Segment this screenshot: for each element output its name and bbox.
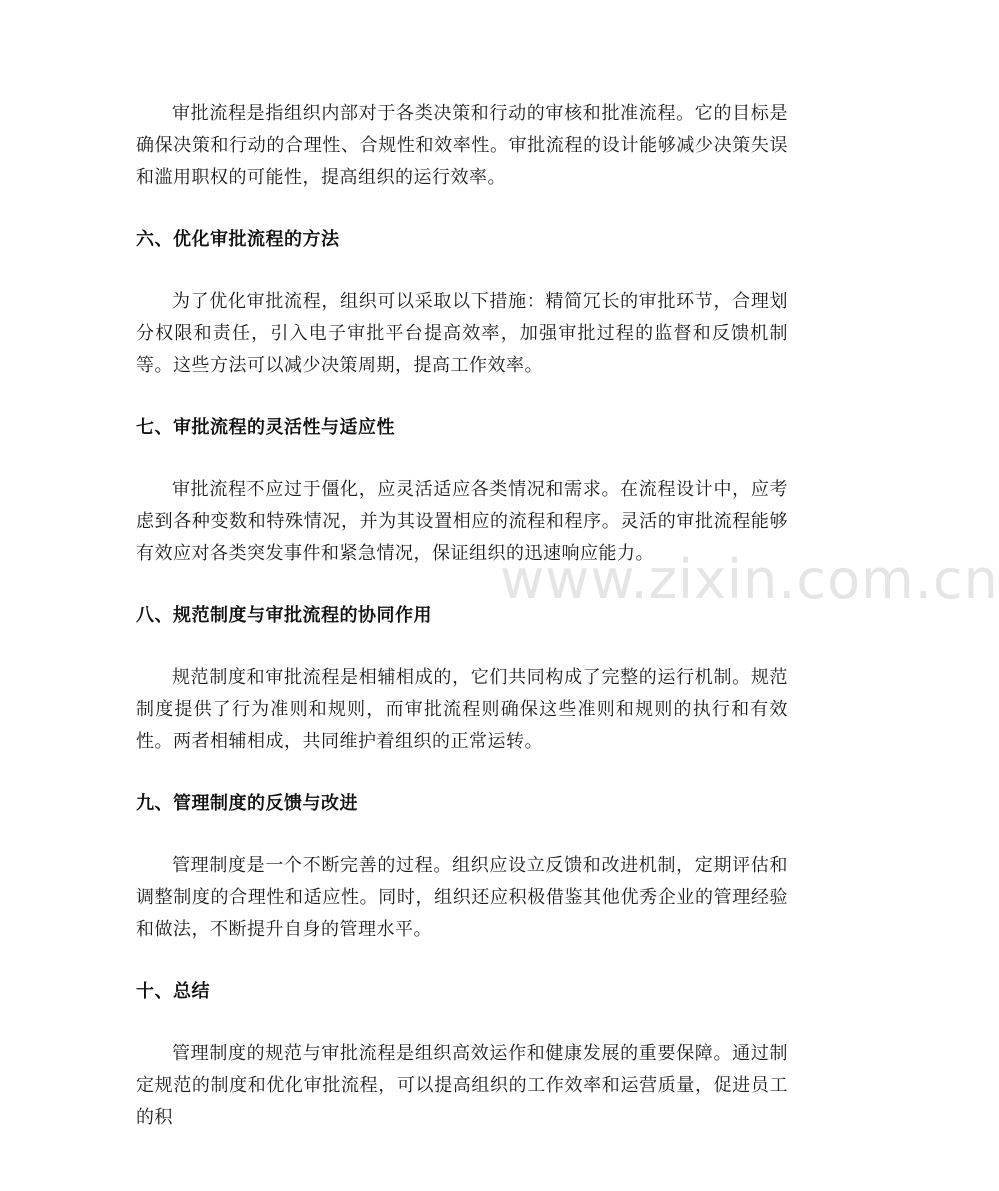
section-paragraph-9: 管理制度是一个不断完善的过程。组织应设立反馈和改进机制，定期评估和调整制度的合理性和适应性。同时，组织还应积极借鉴其他优秀企业的管理经验和做法，不断提升自身的管理水平。 [136, 855, 788, 940]
watermark: www.zixin.com.cn [500, 548, 999, 611]
section-paragraph-8: 规范制度和审批流程是相辅相成的，它们共同构成了完整的运行机制。规范制度提供了行为准则和规则，而审批流程则确保这些准则和规则的执行和有效性。两者相辅相成，共同维护着组织的正常运转。 [136, 667, 788, 752]
intro-paragraph: 审批流程是指组织内部对于各类决策和行动的审核和批准流程。它的目标是确保决策和行动的合理性、合规性和效率性。审批流程的设计能够减少决策失误和滥用职权的可能性，提高组织的运行效率。 [136, 103, 788, 188]
section-heading-8: 八、规范制度与审批流程的协同作用 [136, 605, 432, 626]
document-body [136, 98, 788, 1134]
section-heading-7: 七、审批流程的灵活性与适应性 [136, 417, 395, 438]
section-heading-6: 六、优化审批流程的方法 [136, 229, 340, 250]
section-paragraph-10: 管理制度的规范与审批流程是组织高效运作和健康发展的重要保障。通过制定规范的制度和优化审批流程，可以提高组织的工作效率和运营质量，促进员工的积 [136, 1043, 788, 1128]
section-heading-10: 十、总结 [136, 981, 210, 1002]
section-paragraph-6: 为了优化审批流程，组织可以采取以下措施：精简冗长的审批环节，合理划分权限和责任，引入电子审批平台提高效率，加强审批过程的监督和反馈机制等。这些方法可以减少决策周期，提高工作效率。 [136, 291, 788, 376]
section-paragraph-7: 审批流程不应过于僵化，应灵活适应各类情况和需求。在流程设计中，应考虑到各种变数和特殊情况，并为其设置相应的流程和程序。灵活的审批流程能够有效应对各类突发事件和紧急情况，保证组织的迅速响应能力。 [136, 479, 788, 564]
section-heading-9: 九、管理制度的反馈与改进 [136, 793, 358, 814]
